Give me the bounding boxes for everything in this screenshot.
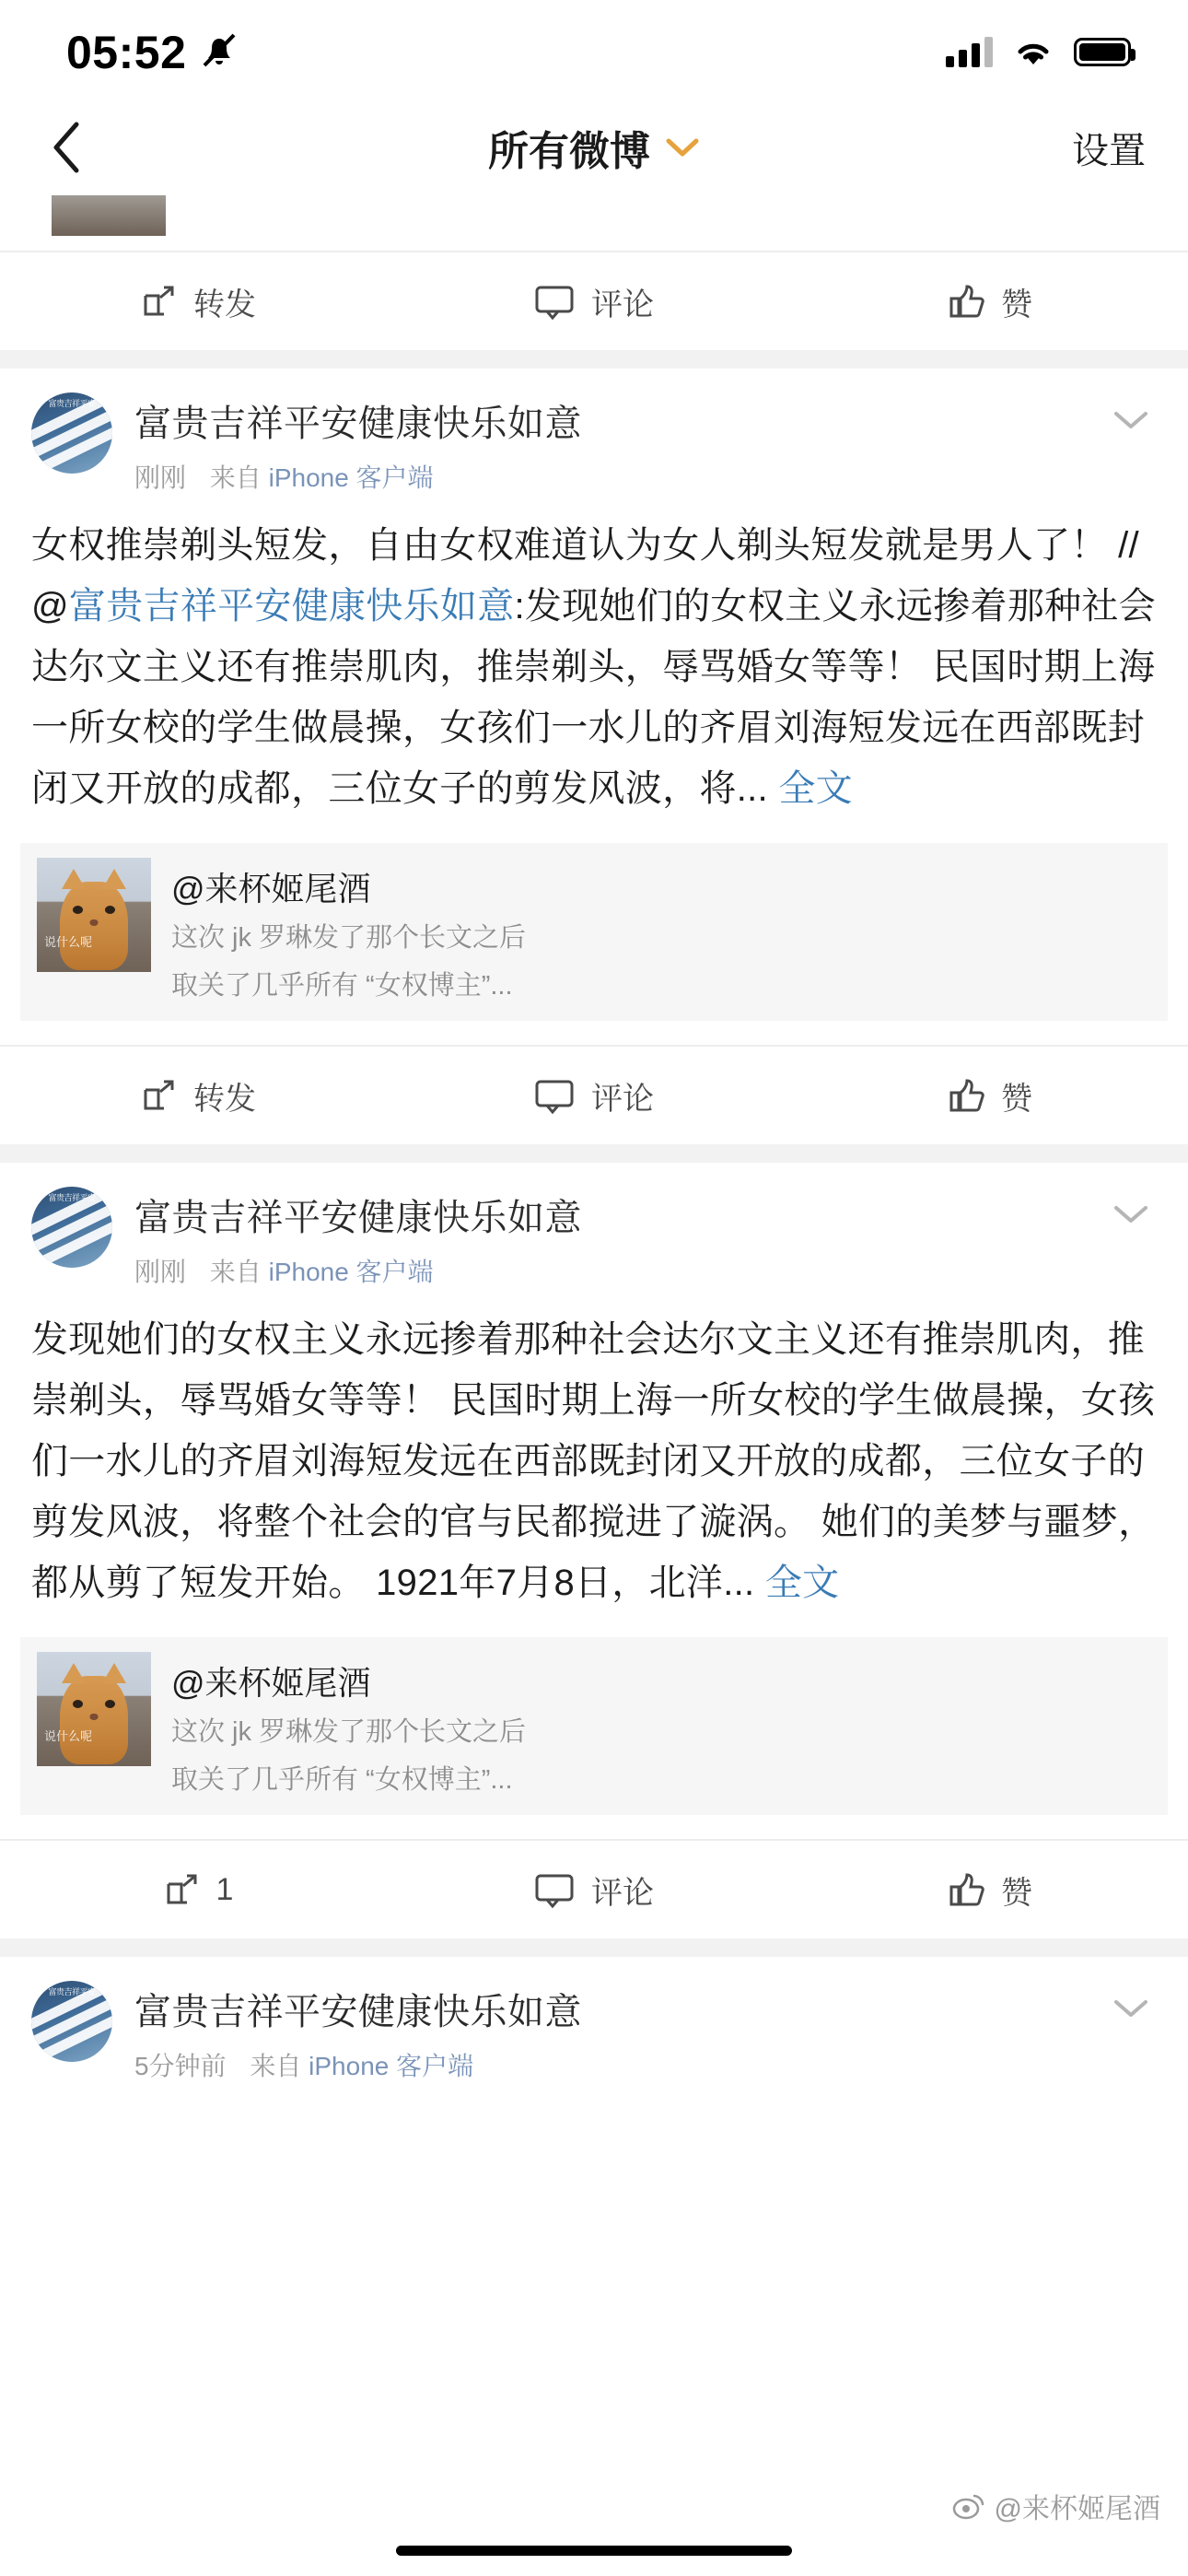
weibo-feed-list[interactable] — [0, 195, 1188, 2083]
quoted-post-line-1: 这次 jk 罗琳发了那个长文之后 — [171, 1717, 527, 1747]
avatar[interactable] — [31, 392, 112, 474]
post-header — [0, 1163, 1188, 1289]
post-text: 发现她们的女权主义永远掺着那种社会达尔文主义还有推崇肌肉，推崇剃头，辱骂婚女等等！ 民国时期上海一所女校的学生做晨操，女孩们一水儿的齐眉刘海短发远在西部既封闭又开放的成都，三位女子的剪发风波，将整个社会的官与民都搅进了漩涡。 她们的美梦与噩梦，都从剪了短发开始。 1921年7月8日，北洋... — [31, 1319, 1156, 1603]
like-button[interactable] — [792, 252, 1188, 350]
post-author-block — [134, 392, 582, 495]
quoted-post-text — [171, 858, 526, 1006]
status-bar — [0, 0, 1188, 100]
comment-label: 评论 — [591, 1875, 654, 1911]
watermark — [952, 2486, 1160, 2526]
repost-icon — [163, 1871, 200, 1908]
repost-icon — [140, 1077, 177, 1114]
repost-button[interactable] — [0, 252, 396, 350]
quoted-post-text — [171, 1652, 526, 1800]
post-source-prefix: 来自 — [250, 2052, 302, 2080]
like-button[interactable] — [792, 1047, 1188, 1144]
quoted-thumbnail-caption: 说什么呢 — [44, 935, 93, 949]
post-more-chevron-down-icon[interactable] — [1112, 409, 1149, 431]
post-expand-link[interactable]: 全文 — [778, 768, 853, 809]
watermark-text: @来杯姬尾酒 — [994, 2494, 1160, 2524]
chevron-left-icon — [51, 121, 82, 174]
post-text-part-2: :发现她们的女权主义永远掺着那种社会达尔文主义还有推崇肌肉，推崇剃头，辱骂婚女等等！ 民国时期上海一所女校的学生做晨操，女孩们一水儿的齐眉刘海短发远在西部既封闭又开放的成都，三位女子的剪发风波，将... — [31, 586, 1157, 809]
post-meta — [134, 458, 582, 495]
post-source[interactable]: iPhone 客户端 — [309, 2052, 474, 2080]
post-card-partial[interactable] — [0, 195, 1188, 350]
repost-count: 1 — [215, 1871, 234, 1907]
post-card-partial-bottom[interactable] — [0, 1957, 1188, 2083]
quoted-post-line-2: 取关了几乎所有 “女权博主”... — [171, 1765, 513, 1795]
home-indicator — [396, 2546, 792, 2556]
quoted-post-line-1: 这次 jk 罗琳发了那个长文之后 — [171, 923, 527, 953]
comment-label: 评论 — [591, 1081, 654, 1117]
post-action-bar — [0, 251, 1188, 350]
navigation-bar — [0, 100, 1188, 195]
cellular-signal-icon — [946, 36, 993, 67]
battery-full-icon — [1074, 38, 1131, 66]
post-more-chevron-down-icon[interactable] — [1112, 1997, 1149, 2020]
post-text-part-1: 女权推崇剃头短发，自由女权难道认为女人剃头短发就是男人了！ //@ — [31, 525, 1139, 626]
status-bar-right — [946, 32, 1131, 67]
post-author-block — [134, 1981, 582, 2083]
quoted-post-author[interactable]: @来杯姬尾酒 — [171, 870, 371, 907]
quoted-post-thumbnail[interactable] — [37, 1652, 151, 1766]
post-mention[interactable]: 富贵吉祥平安健康快乐如意 — [68, 586, 515, 626]
repost-label: 转发 — [193, 1081, 256, 1117]
avatar-text: 富贵吉祥平安 — [48, 1987, 96, 1996]
comment-label: 评论 — [591, 287, 654, 322]
back-button[interactable] — [37, 118, 96, 177]
comment-icon — [534, 1871, 575, 1908]
wifi-icon — [1013, 37, 1054, 67]
post-username[interactable]: 富贵吉祥平安健康快乐如意 — [134, 1198, 582, 1238]
post-source-prefix: 来自 — [209, 1258, 262, 1286]
thumbs-up-icon — [948, 283, 984, 320]
thumbs-up-icon — [948, 1077, 984, 1114]
like-label: 赞 — [1001, 287, 1032, 322]
repost-button[interactable] — [0, 1841, 396, 1938]
post-source[interactable]: iPhone 客户端 — [268, 1258, 434, 1286]
weibo-logo-icon — [952, 2492, 985, 2520]
post-author-block — [134, 1187, 582, 1289]
quoted-post[interactable] — [20, 1637, 1168, 1815]
quoted-post-line-2: 取关了几乎所有 “女权博主”... — [171, 971, 513, 1001]
post-meta — [134, 2046, 582, 2083]
like-button[interactable] — [792, 1841, 1188, 1938]
chevron-down-icon[interactable] — [665, 136, 700, 158]
cat-photo-icon — [60, 882, 128, 970]
post-username[interactable]: 富贵吉祥平安健康快乐如意 — [134, 404, 582, 444]
repost-button[interactable] — [0, 1047, 396, 1144]
post-header — [0, 1957, 1188, 2083]
post-time: 5分钟前 — [134, 2052, 227, 2080]
comment-button[interactable] — [396, 252, 792, 350]
comment-button[interactable] — [396, 1047, 792, 1144]
feed-divider — [0, 1144, 1188, 1163]
post-source-prefix: 来自 — [209, 463, 262, 492]
nav-title-group — [0, 118, 1188, 177]
post-image-thumbnail[interactable] — [52, 195, 166, 236]
post-card[interactable] — [0, 1163, 1188, 1938]
status-bar-left — [66, 20, 238, 79]
post-meta — [134, 1252, 582, 1289]
post-time: 刚刚 — [134, 463, 187, 492]
post-expand-link[interactable]: 全文 — [764, 1563, 840, 1603]
repost-label: 转发 — [193, 287, 256, 322]
feed-divider — [0, 350, 1188, 369]
post-action-bar — [0, 1839, 1188, 1938]
cat-photo-icon — [60, 1676, 128, 1764]
avatar-text: 富贵吉祥平安 — [48, 399, 96, 408]
comment-button[interactable] — [396, 1841, 792, 1938]
post-header — [0, 369, 1188, 495]
post-username[interactable]: 富贵吉祥平安健康快乐如意 — [134, 1992, 582, 2032]
thumbs-up-icon — [948, 1871, 984, 1908]
bell-off-icon — [201, 30, 238, 69]
comment-icon — [534, 283, 575, 320]
post-time: 刚刚 — [134, 1258, 187, 1286]
repost-icon — [140, 283, 177, 320]
feed-divider — [0, 1938, 1188, 1957]
post-more-chevron-down-icon[interactable] — [1112, 1203, 1149, 1225]
settings-button[interactable]: 设置 — [1072, 130, 1146, 171]
post-content[interactable] — [0, 495, 1188, 819]
avatar-text: 富贵吉祥平安 — [48, 1193, 96, 1202]
quoted-post-author[interactable]: @来杯姬尾酒 — [171, 1664, 371, 1702]
quoted-post[interactable] — [20, 843, 1168, 1021]
post-content[interactable] — [0, 1289, 1188, 1613]
like-label: 赞 — [1001, 1875, 1032, 1911]
post-action-bar — [0, 1045, 1188, 1144]
status-time: 05:52 — [66, 27, 187, 78]
quoted-post-thumbnail[interactable] — [37, 858, 151, 972]
avatar[interactable] — [31, 1981, 112, 2062]
avatar[interactable] — [31, 1187, 112, 1268]
comment-icon — [534, 1077, 575, 1114]
page-title[interactable]: 所有微博 — [488, 129, 650, 174]
like-label: 赞 — [1001, 1081, 1032, 1117]
post-card[interactable] — [0, 369, 1188, 1144]
post-source[interactable]: iPhone 客户端 — [268, 463, 434, 492]
quoted-thumbnail-caption: 说什么呢 — [44, 1729, 93, 1743]
